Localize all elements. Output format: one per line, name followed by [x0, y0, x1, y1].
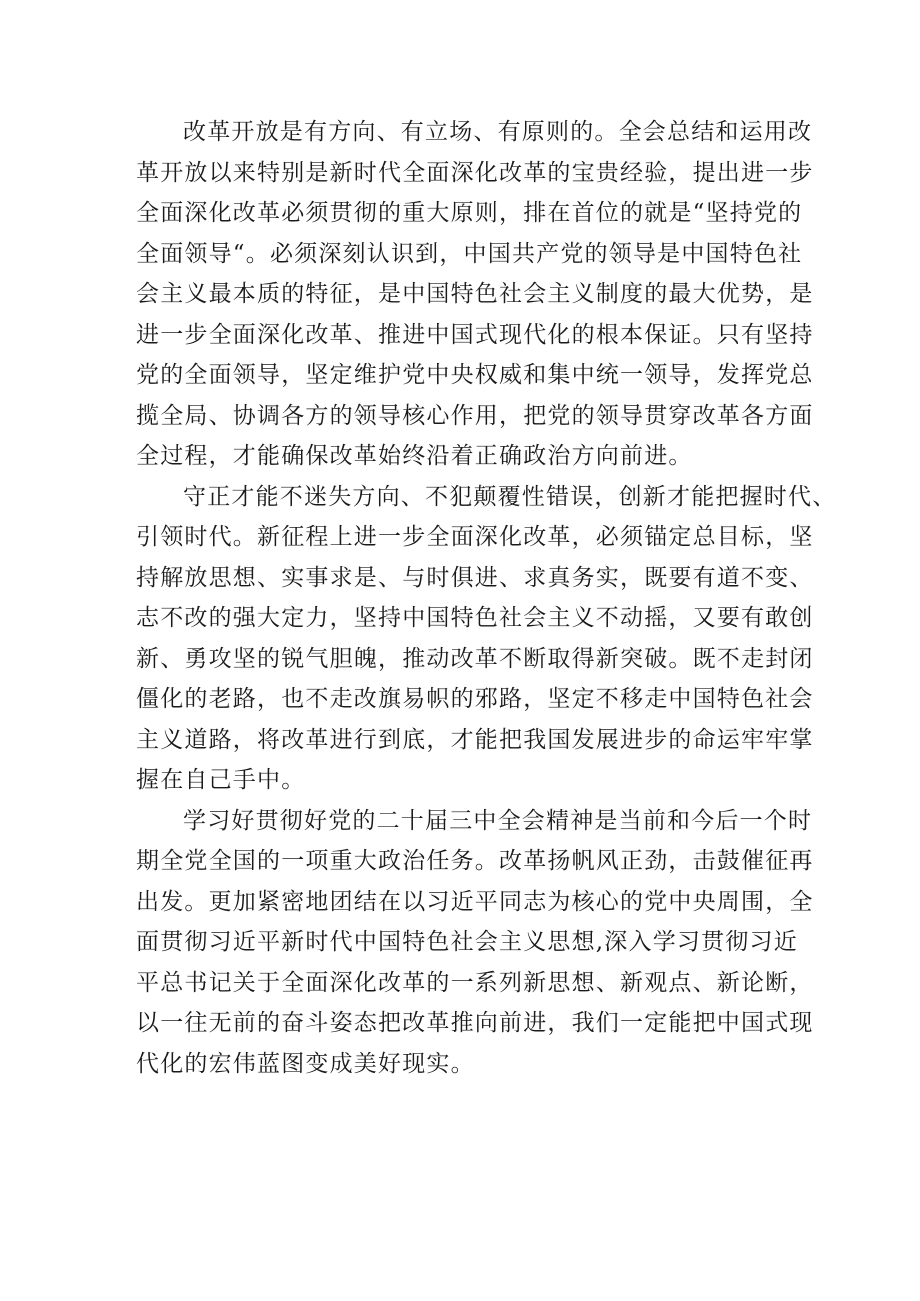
- paragraph-line: 以一往无前的奋斗姿态把改革推向前进，我们一定能把中国式现: [136, 1010, 814, 1036]
- paragraph-1: [136, 112, 814, 477]
- paragraph-line: 引领时代。新征程上进一步全面深化改革，必须锚定总目标，坚: [136, 524, 814, 550]
- paragraph-line: 进一步全面深化改革、推进中国式现代化的根本保证。只有坚持: [136, 321, 814, 348]
- paragraph-line: 持解放思想、实事求是、与时俱进、求真务实，既要有道不变、: [136, 564, 814, 591]
- paragraph-line: 出发。更加紧密地团结在以习近平同志为核心的党中央周围，全: [136, 888, 814, 915]
- paragraph-line: 守正才能不迷失方向、不犯颠覆性错误，创新才能把握时代、: [183, 483, 837, 510]
- paragraph-line: 全面领导“。必须深刻认识到，中国共产党的领导是中国特色社: [136, 240, 803, 267]
- paragraph-line: 揽全局、协调各方的领导核心作用，把党的领导贯穿改革各方面: [136, 402, 814, 429]
- paragraph-line: 新、勇攻坚的锐气胆魄，推动改革不断取得新突破。既不走封闭: [136, 645, 814, 672]
- paragraph-line: 面贯彻习近平新时代中国特色社会主义思想,深入学习贯彻习近: [136, 929, 798, 955]
- paragraph-line: 代化的宏伟蓝图变成美好现实。: [136, 1050, 475, 1077]
- paragraph-line: 志不改的强大定力，坚持中国特色社会主义不动摇，又要有敢创: [136, 605, 814, 631]
- paragraph-line: 僵化的老路，也不走改旗易帜的邪路，坚定不移走中国特色社会: [136, 686, 814, 712]
- document-body: [136, 112, 837, 1084]
- paragraph-2: [136, 477, 837, 801]
- paragraph-line: 革开放以来特别是新时代全面深化改革的宝贵经验，提出进一步: [136, 159, 814, 186]
- paragraph-line: 改革开放是有方向、有立场、有原则的。全会总结和运用改: [183, 119, 813, 145]
- paragraph-3: [136, 801, 814, 1085]
- paragraph-line: 全过程，才能确保改革始终沿着正确政治方向前进。: [136, 443, 693, 469]
- paragraph-line: 全面深化改革必须贯彻的重大原则，排在首位的就是“坚持党的: [136, 200, 803, 226]
- paragraph-line: 握在自己手中。: [136, 767, 306, 793]
- paragraph-line: 期全党全国的一项重大政治任务。改革扬帆风正劲，击鼓催征再: [136, 848, 814, 874]
- paragraph-line: 党的全面领导，坚定维护党中央权威和集中统一领导，发挥党总: [136, 362, 814, 388]
- paragraph-line: 学习好贯彻好党的二十届三中全会精神是当前和今后一个时: [183, 807, 813, 834]
- paragraph-line: 平总书记关于全面深化改革的一系列新思想、新观点、新论断，: [136, 969, 814, 996]
- paragraph-line: 会主义最本质的特征，是中国特色社会主义制度的最大优势，是: [136, 281, 814, 307]
- paragraph-line: 主义道路，将改革进行到底，才能把我国发展进步的命运牢牢掌: [136, 726, 814, 753]
